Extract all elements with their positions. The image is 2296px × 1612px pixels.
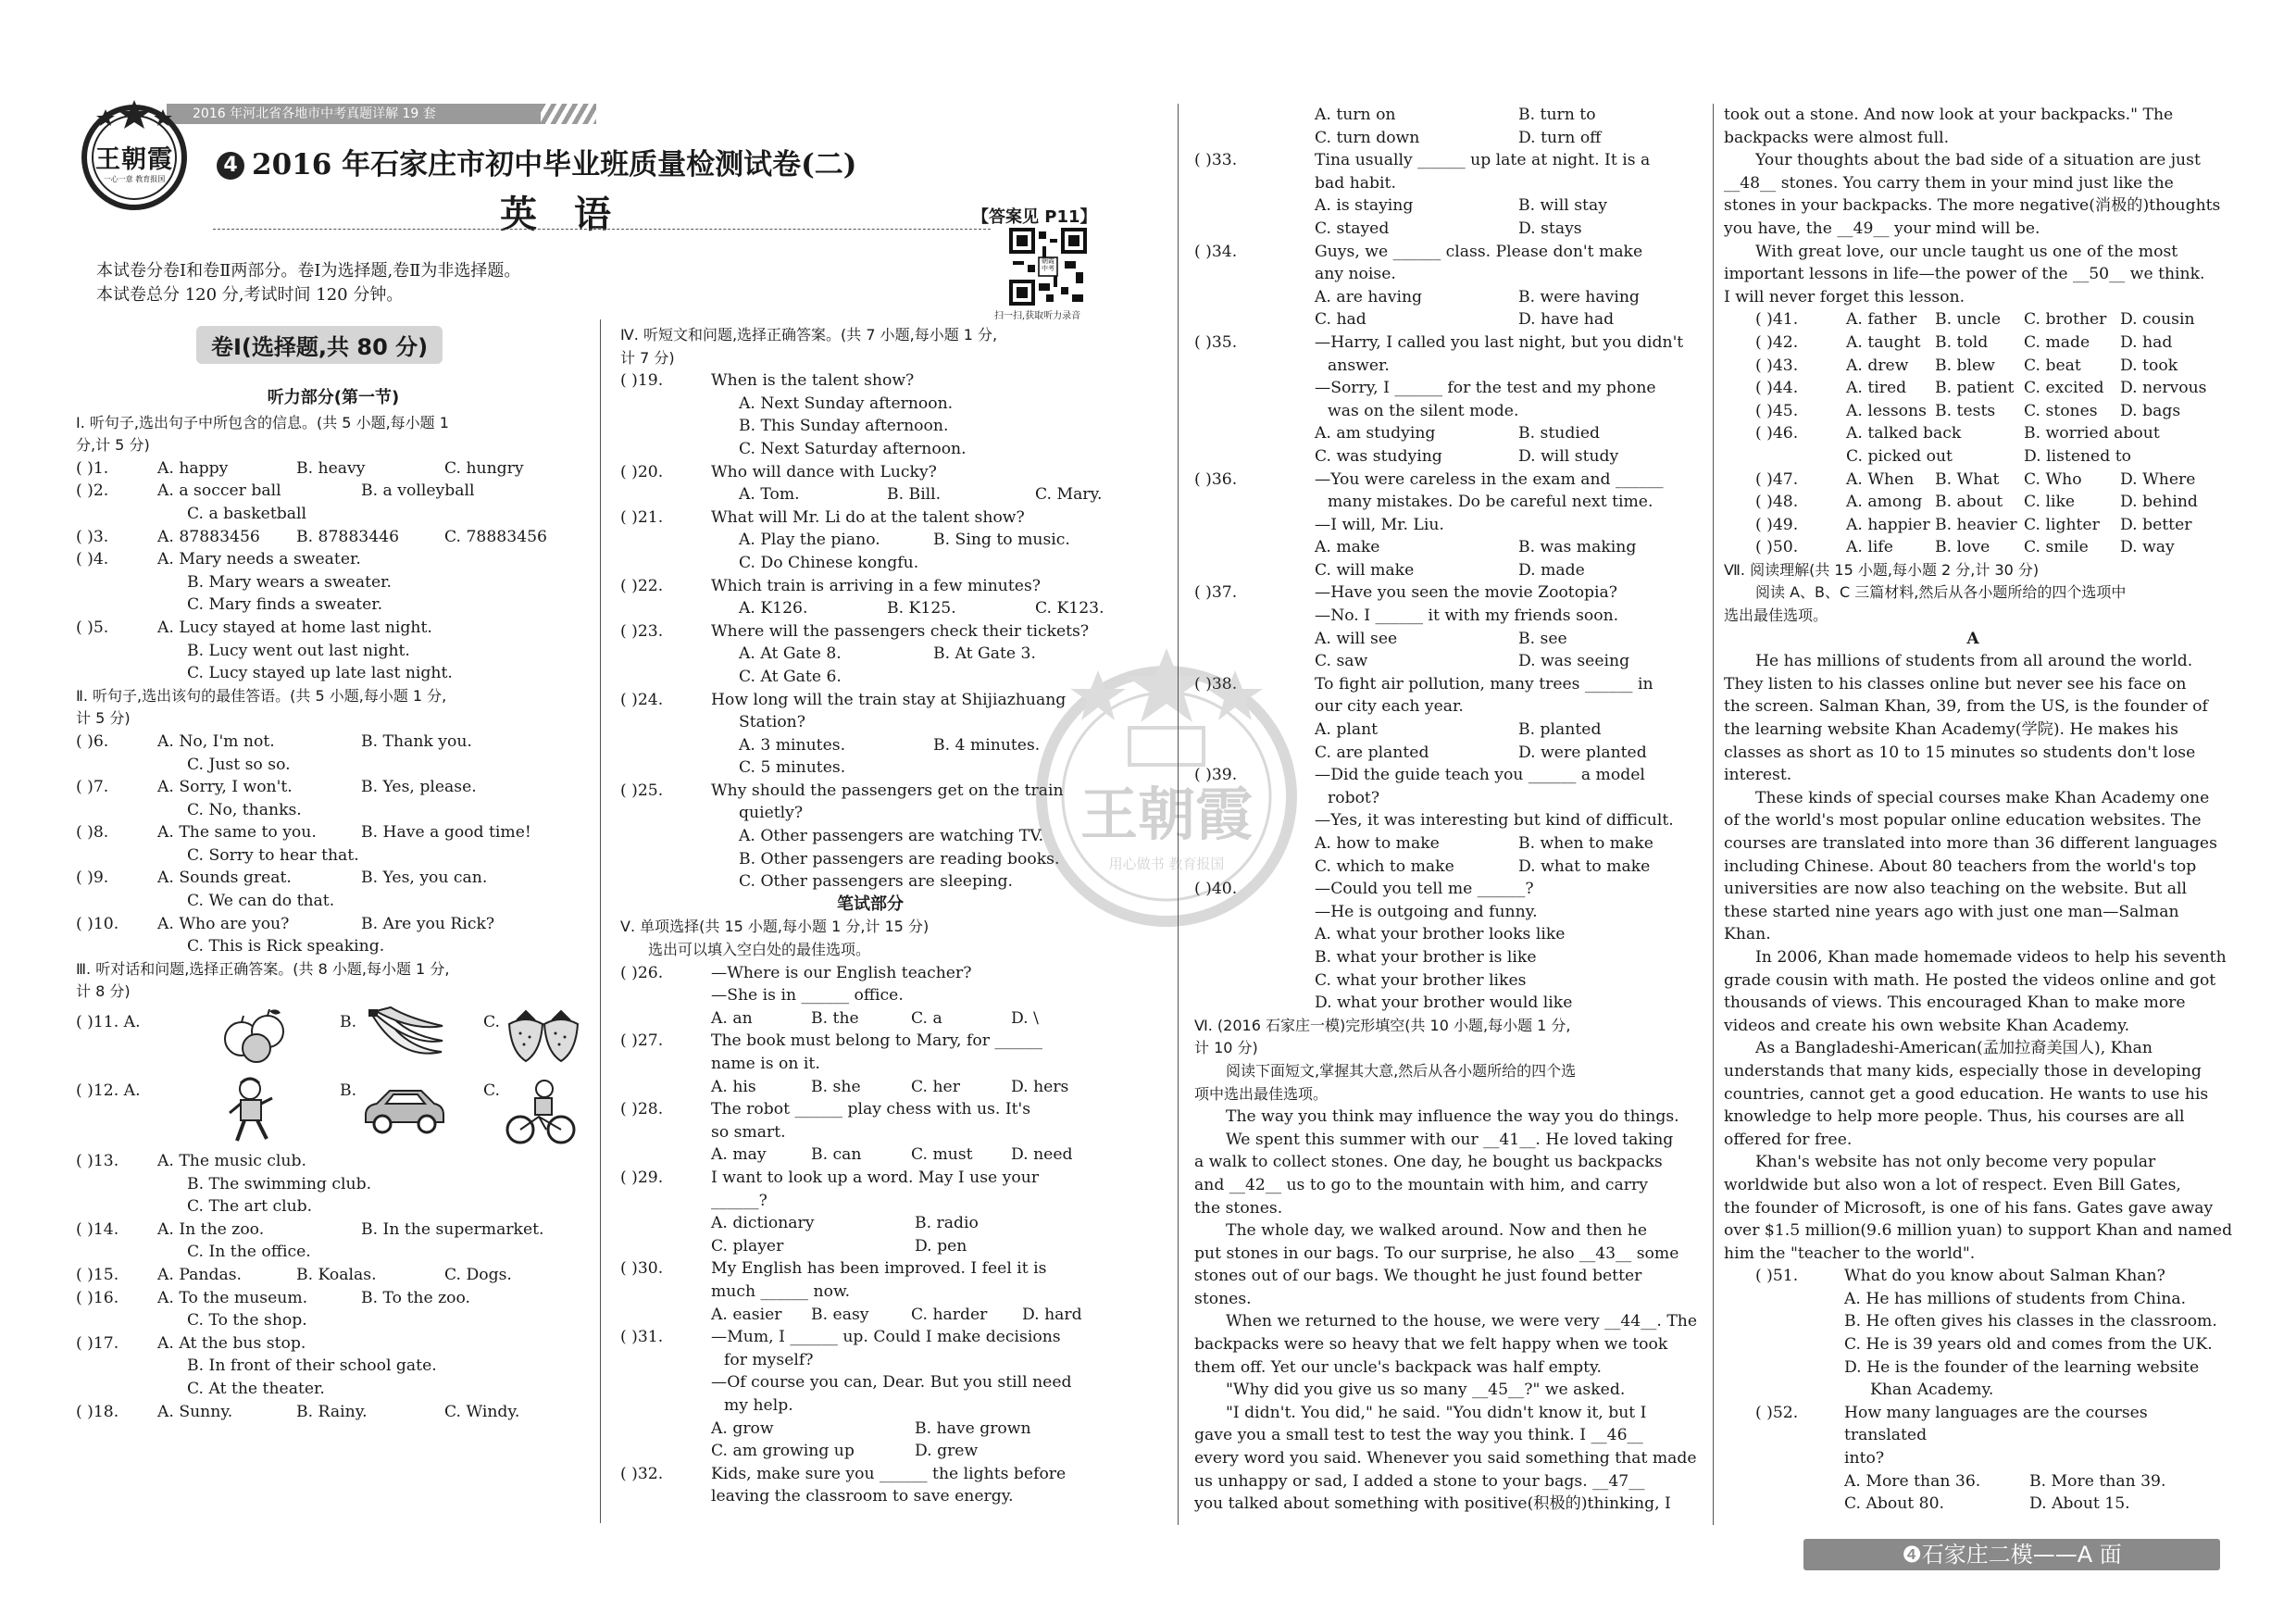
cloze-options xyxy=(1724,308,2222,559)
intro-line-1: 本试卷分卷Ⅰ和卷Ⅱ两部分。卷Ⅰ为选择题,卷Ⅱ为非选择题。 xyxy=(96,261,521,281)
answer-slot[interactable]: ( )3. xyxy=(76,527,109,546)
column-3 xyxy=(1194,104,1713,1516)
answer-slot[interactable]: ( )49. xyxy=(1755,515,1799,534)
question-36: ( )36. —You were careless in the exam and ______ many mistakes. Do be careful next time. —I will, Mr. Liu. A. make B. was making C. will make D. made xyxy=(1194,469,1664,580)
section-1-heading: Ⅰ. 听句子,选出句子中所包含的信息。(共 5 小题,每小题 1 xyxy=(76,413,449,431)
written-part-title: 笔试部分 xyxy=(837,893,904,914)
qr-inner-label: 朝霞中考 xyxy=(1042,257,1054,272)
question-22: ( )22. Which train is arriving in a few minutes? A. K126. B. K125. C. K123. xyxy=(620,576,1104,619)
question-34: ( )34. Guys, we ______ class. Please don't make any noise. A. are having B. were having C. had D. have had xyxy=(1194,242,1643,330)
section-3-questions xyxy=(76,1150,591,1423)
answer-slot[interactable]: ( )38. xyxy=(1194,674,1238,694)
answer-slot[interactable]: ( )39. xyxy=(1194,766,1238,785)
intro-text xyxy=(96,259,520,307)
subject-title: 英 语 xyxy=(500,193,611,236)
answer-slot[interactable]: ( )7. xyxy=(76,778,109,797)
question-42: ( )42. A. taught B. told C. made D. had xyxy=(1755,331,2222,355)
question-6-option-c: C. Just so so. xyxy=(187,755,291,774)
question-9: ( )9. A. Sounds great. B. Yes, you can. xyxy=(76,867,591,890)
question-39: ( )39. —Did the guide teach you ______ a model robot? —Yes, it was interesting but kind of difficult. A. how to make B. when to make C. which to make D. what to make xyxy=(1194,766,1674,876)
section-6-instruction: 阅读下面短文,掌握其大意,然后从各小题所给的四个选 xyxy=(1226,1061,1577,1080)
question-7: ( )7. A. Sorry, I won't. B. Yes, please. xyxy=(76,776,591,799)
answer-slot[interactable]: ( )51. xyxy=(1755,1267,1799,1286)
question-8-option-c: C. Sorry to hear that. xyxy=(187,845,359,865)
answer-slot[interactable]: ( )32. xyxy=(620,1464,664,1483)
answer-slot[interactable]: ( )23. xyxy=(620,621,664,641)
top-banner xyxy=(167,104,563,124)
question-17: ( )17. A. At the bus stop. xyxy=(76,1332,591,1356)
question-11: ( )11. A. B. C. xyxy=(76,1004,591,1076)
answer-slot[interactable]: ( )36. xyxy=(1194,469,1238,489)
question-20: ( )20. Who will dance with Lucky? A. Tom. B. Bill. C. Mary. xyxy=(620,462,1103,505)
question-27: ( )27. The book must belong to Mary, for ______ name is on it. A. his B. she C. her D. hers xyxy=(620,1031,1069,1096)
answer-slot[interactable]: ( )10. xyxy=(76,914,119,933)
answer-slot[interactable]: ( )5. xyxy=(76,618,109,637)
question-50: ( )50. A. life B. love C. smile D. way xyxy=(1755,536,2222,559)
answer-slot[interactable]: ( )21. xyxy=(620,507,664,527)
cloze-passage: The way you think may influence the way you do things. We spent this summer with our __41__. He loved taking a walk to collect stones. One day, he bought us backpacks and __42__ us to go to the mountain with him, and carry the stones. The whole day, we walked around. Now and then he put stones in our bags. To our surprise, he also __43__ some stones out of our bags. We thought he just found better stones. When we returned to the house, we were very __44__. The backpacks were so heavy that we felt happy when we took them off. Yet our uncle's backpack was half empty. "Why did you give us so many __45__?" we asked. "I didn't. You did," he said. "You didn't know it, but I gave you a small test to test the way you think. I __46__ every word you said. Whenever you said something that made us unhappy or sad, I added a stone to your bags. __47__ you talked about something with positive(积极的)thinking, I xyxy=(1194,1107,1698,1514)
column-2 xyxy=(620,324,1120,1508)
question-7-option-c: C. No, thanks. xyxy=(187,800,302,819)
question-19: ( )19. When is the talent show? A. Next Sunday afternoon. B. This Sunday afternoon. C. Next Saturday afternoon. xyxy=(620,371,967,458)
subject-underline xyxy=(213,229,991,230)
watermark-motto: 用心做书 教育报国 xyxy=(1108,856,1225,872)
question-18: ( )18. A. Sunny. B. Rainy. C. Windy. xyxy=(76,1401,591,1424)
car-icon xyxy=(358,1081,451,1137)
question-25: ( )25. Why should the passengers get on the train quietly? A. Other passengers are watching TV. B. Other passengers are reading books. C. Other passengers are sleeping. xyxy=(620,781,1064,892)
answer-slot[interactable]: ( )29. xyxy=(620,1168,664,1187)
question-3: ( )3. A. 87883456 B. 87883446 C. 78883456 xyxy=(76,526,591,549)
answer-slot[interactable]: ( )52. xyxy=(1755,1403,1799,1422)
answer-slot[interactable]: ( )34. xyxy=(1194,242,1238,261)
question-5-option-c: C. Lucy stayed up late last night. xyxy=(187,664,453,683)
answer-slot[interactable]: ( )18. xyxy=(76,1402,119,1421)
boy-cycling-icon xyxy=(504,1078,578,1146)
cloze-passage-continued: took out a stone. And now look at your backpacks." The backpacks were almost full. Your thoughts about the bad side of a situation are just __48__ stones. You carry them in your mind just like the stones in your backpacks. The more negative(消极的)thoughts you have, the __49__ your mind will be. With great love, our uncle taught us one of the most important lessons in life—the power of the __50__ we think. I will never forget this lesson. xyxy=(1724,106,2221,306)
answer-slot[interactable]: ( )47. xyxy=(1755,469,1799,489)
logo-text: 王朝霞 xyxy=(95,145,173,174)
answer-slot[interactable]: ( )6. xyxy=(76,731,109,751)
section-2-questions xyxy=(76,731,591,958)
answer-slot[interactable]: ( )44. xyxy=(1755,379,1799,398)
question-38: ( )38. To fight air pollution, many trees ______ in our city each year. A. plant B. planted C. are planted D. were planted xyxy=(1194,674,1653,762)
question-31: ( )31. —Mum, I ______ up. Could I make decisions for myself? —Of course you can, Dear. But you still need my help. A. grow B. have grown C. am growing up D. grew xyxy=(620,1328,1072,1461)
question-16: ( )16. A. To the museum. B. To the zoo. xyxy=(76,1287,591,1310)
answer-slot[interactable]: ( )45. xyxy=(1755,401,1799,420)
answer-slot[interactable]: ( )20. xyxy=(620,462,664,481)
question-30: ( )30. My English has been improved. I feel it is much ______ now. A. easier B. easy C. harder D. hard xyxy=(620,1259,1082,1324)
question-2-option-c: C. a basketball xyxy=(187,504,306,523)
question-21: ( )21. What will Mr. Li do at the talent show? A. Play the piano. B. Sing to music. C. Do Chinese kongfu. xyxy=(620,507,1070,572)
answer-slot[interactable]: ( )15. xyxy=(76,1266,119,1284)
question-16-option-c: C. To the shop. xyxy=(187,1311,307,1331)
question-45: ( )45. A. lessons B. tests C. stones D. bags xyxy=(1755,400,2222,423)
section-6-instruction-2: 项中选出最佳选项。 xyxy=(1194,1084,1329,1103)
banner-stripes xyxy=(541,104,596,124)
answer-slot[interactable]: ( )8. xyxy=(76,823,109,843)
answer-slot[interactable]: ( )50. xyxy=(1755,538,1799,557)
paper-number-badge: 4 xyxy=(217,152,244,180)
answer-slot[interactable]: ( )14. xyxy=(76,1219,119,1239)
answer-slot[interactable]: ( )27. xyxy=(620,1031,664,1051)
answer-slot[interactable]: ( )19. xyxy=(620,371,664,391)
answer-slot[interactable]: ( )11. A. xyxy=(76,1013,141,1032)
question-40: ( )40. —Could you tell me ______? —He is outgoing and funny. A. what your brother looks like B. what your brother is like C. what your brother likes D. what your brother would like xyxy=(1194,880,1573,1013)
question-5: ( )5. A. Lucy stayed at home last night. xyxy=(76,617,591,640)
question-48: ( )48. A. among B. about C. like D. behind xyxy=(1755,491,2222,514)
answer-slot[interactable]: ( )1. xyxy=(76,458,109,478)
question-51: ( )51. What do you know about Salman Khan? A. He has millions of students from China. B. He often gives his classes in the classroom. C. He is 39 years old and comes from the UK. D. He is the founder of the learning website Khan Academy. xyxy=(1755,1267,2217,1400)
answer-slot[interactable]: ( )43. xyxy=(1755,356,1799,375)
qr-code xyxy=(1009,228,1087,306)
section-1-questions xyxy=(76,457,591,685)
answer-slot[interactable]: ( )31. xyxy=(620,1328,664,1347)
question-14: ( )14. A. In the zoo. B. In the supermarket. xyxy=(76,1218,591,1242)
answer-slot[interactable]: ( )2. xyxy=(76,481,109,501)
column-divider-1 xyxy=(600,319,601,1523)
bananas-icon xyxy=(363,1006,446,1061)
question-46-row-2: C. picked out D. listened to xyxy=(1846,446,2131,466)
question-9-option-c: C. We can do that. xyxy=(187,892,335,911)
strawberries-icon xyxy=(504,1006,583,1065)
answer-slot[interactable]: ( )41. xyxy=(1755,310,1799,330)
answer-slot[interactable]: ( )48. xyxy=(1755,493,1799,512)
reading-passage-a: He has millions of students from all around the world. They listen to his classes online but never see his face on the screen. Salman Khan, 39, from the US, is the founder of the learning website Khan Academy(学院). He makes his classes as short as 10 to 15 minutes so students don't lose interest. These kinds of special courses make Khan Academy one of the world's most popular online education websites. The courses are translated into more than 36 different languages including Chinese. About 80 teachers from the world's top universities are now also teaching on the website. But all these started nine years ago with just one man—Salman Khan. In 2006, Khan made homemade videos to help his seventh grade cousin with math. He posted the videos online and got thousands of views. This encouraged Khan to make more videos and create his own website Khan Academy. As a Bangladeshi-American(孟加拉裔美国人), Khan understands that many kids, especially those in developing countries, cannot get a good education. He wants to use his knowledge to help more people. Thus, his courses are all offered for free. Khan's website has not only become very popular worldwide but also won a lot of respect. Even Bill Gates, the founder of Microsoft, is one of his fans. Gates gave away over $1.5 million(9.6 million yuan) to support Khan and named him the "teacher to the world". xyxy=(1724,652,2233,1263)
paper-title-row xyxy=(217,141,856,182)
answer-reference: 【答案见 P11】 xyxy=(972,207,1097,227)
section-6-heading-2: 计 10 分) xyxy=(1194,1039,1258,1057)
section-6-heading: Ⅵ. (2016 石家庄一模)完形填空(共 10 小题,每小题 1 分, xyxy=(1194,1016,1571,1034)
answer-slot[interactable]: ( )40. xyxy=(1194,880,1238,899)
intro-line-2: 本试卷总分 120 分,考试时间 120 分钟。 xyxy=(96,285,404,305)
question-28: ( )28. The robot ______ play chess with us. It's so smart. A. may B. can C. must D. need xyxy=(620,1100,1073,1165)
question-10: ( )10. A. Who are you? B. Are you Rick? xyxy=(76,913,591,936)
banner-text: 2016 年河北省各地市中考真题详解 19 套 xyxy=(193,106,436,121)
question-4: ( )4. A. Mary needs a sweater. xyxy=(76,548,591,571)
question-32: ( )32. Kids, make sure you ______ the lights before leaving the classroom to save energy. xyxy=(620,1464,1067,1506)
question-24: ( )24. How long will the train stay at Shijiazhuang Station? A. 3 minutes. B. 4 minutes. C. 5 minutes. xyxy=(620,690,1067,778)
question-15: ( )15. A. Pandas. B. Koalas. C. Dogs. xyxy=(76,1264,591,1287)
answer-slot[interactable]: ( )33. xyxy=(1194,151,1238,170)
section-7-heading: Ⅶ. 阅读理解(共 15 小题,每小题 2 分,计 30 分) xyxy=(1724,560,2040,579)
listening-title: 听力部分(第一节) xyxy=(267,388,400,407)
column-1 xyxy=(76,387,591,1423)
answer-slot[interactable]: ( )25. xyxy=(620,781,664,800)
section-1-heading-2: 分,计 5 分) xyxy=(76,436,150,455)
question-12: ( )12. A. B. C. xyxy=(76,1076,591,1150)
question-52: ( )52. How many languages are the courses translated into? A. More than 36. B. More than 39. C. About 80. D. About 15. xyxy=(1755,1403,2166,1514)
question-47: ( )47. A. When B. What C. Who D. Where xyxy=(1755,469,2222,492)
answer-slot[interactable]: ( )22. xyxy=(620,576,664,595)
question-33: ( )33. Tina usually ______ up late at night. It is a bad habit. A. is staying B. will stay C. stayed D. stays xyxy=(1194,151,1651,238)
section-2-heading-2: 计 5 分) xyxy=(76,709,131,728)
question-29: ( )29. I want to look up a word. May I use your ______? A. dictionary B. radio C. player D. pen xyxy=(620,1168,1040,1256)
answer-slot[interactable]: ( )12. A. xyxy=(76,1081,141,1101)
question-23: ( )23. Where will the passengers check their tickets? A. At Gate 8. B. At Gate 3. C. At Gate 6. xyxy=(620,621,1090,686)
question-32-options: A. turn on B. turn to C. turn down D. turn off xyxy=(1315,106,1602,147)
answer-slot[interactable]: ( )30. xyxy=(620,1259,664,1279)
answer-slot[interactable]: ( )42. xyxy=(1755,332,1799,352)
question-4-option-b: B. Mary wears a sweater. xyxy=(187,572,392,592)
question-35: ( )35. —Harry, I called you last night, but you didn't answer. —Sorry, I ______ for the test and my phone was on the silent mode. A. am studying B. studied C. was studying D. will study xyxy=(1194,332,1684,466)
answer-slot[interactable]: ( )46. xyxy=(1755,424,1799,444)
question-26: ( )26. —Where is our English teacher? —She is in ______ office. A. an B. the C. a D. \ xyxy=(620,963,1039,1028)
answer-slot[interactable]: ( )4. xyxy=(76,550,109,569)
question-1: ( )1. A. happy B. heavy C. hungry xyxy=(76,457,591,481)
question-37: ( )37. —Have you seen the movie Zootopia? —No. I ______ it with my friends soon. A. will see B. see C. saw D. was seeing xyxy=(1194,583,1630,671)
answer-slot[interactable]: ( )37. xyxy=(1194,583,1238,603)
passage-label: A xyxy=(1966,629,1979,648)
column-divider-3 xyxy=(1713,104,1714,1525)
section-4-heading: Ⅳ. 听短文和问题,选择正确答案。(共 7 小题,每小题 1 分, xyxy=(620,326,998,344)
section-5-heading: Ⅴ. 单项选择(共 15 小题,每小题 1 分,计 15 分) xyxy=(620,918,930,936)
question-4-option-c: C. Mary finds a sweater. xyxy=(187,595,383,615)
section-2-heading: Ⅱ. 听句子,选出该句的最佳答语。(共 5 小题,每小题 1 分, xyxy=(76,686,447,705)
question-43: ( )43. A. drew B. blew C. beat D. took xyxy=(1755,355,2222,378)
answer-slot[interactable]: ( )24. xyxy=(620,690,664,709)
question-44: ( )44. A. tired B. patient C. excited D. nervous xyxy=(1755,377,2222,400)
question-13-option-c: C. The art club. xyxy=(187,1197,313,1217)
question-13: ( )13. A. The music club. xyxy=(76,1150,591,1173)
question-8: ( )8. A. The same to you. B. Have a good time! xyxy=(76,821,591,844)
section-7-instruction-2: 选出最佳选项。 xyxy=(1724,606,1828,625)
volume-1-label: 卷Ⅰ(选择题,共 80 分) xyxy=(196,326,443,364)
section-5-instruction: 选出可以填入空白处的最佳选项。 xyxy=(648,941,871,959)
question-10-option-c: C. This is Rick speaking. xyxy=(187,937,385,956)
boy-walking-icon xyxy=(224,1076,280,1146)
question-6: ( )6. A. No, I'm not. B. Thank you. xyxy=(76,731,591,754)
answer-slot[interactable]: ( )28. xyxy=(620,1100,664,1119)
answer-slot[interactable]: ( )17. xyxy=(76,1333,119,1353)
question-14-option-c: C. In the office. xyxy=(187,1243,311,1262)
footer-label: ❹石家庄二模——A 面 xyxy=(1803,1539,2220,1570)
section-4-heading-2: 计 7 分) xyxy=(620,348,675,367)
answer-slot[interactable]: ( )9. xyxy=(76,868,109,888)
answer-slot[interactable]: ( )13. xyxy=(76,1152,119,1171)
section-3-heading: Ⅲ. 听对话和问题,选择正确答案。(共 8 小题,每小题 1 分, xyxy=(76,959,450,978)
section-3-heading-2: 计 8 分) xyxy=(76,982,131,1001)
paper-title: 2016 年石家庄市初中毕业班质量检测试卷(二) xyxy=(252,148,857,181)
answer-slot[interactable]: ( )26. xyxy=(620,963,664,982)
question-41: ( )41. A. father B. uncle C. brother D. cousin xyxy=(1755,308,2222,331)
section-7-instruction: 阅读 A、B、C 三篇材料,然后从各小题所给的四个选项中 xyxy=(1755,583,2127,602)
column-4 xyxy=(1724,104,2233,1516)
logo-subtext: 一心一意 教育报国 xyxy=(103,175,166,183)
column-divider-2 xyxy=(1178,104,1179,1525)
question-17-option-c: C. At the theater. xyxy=(187,1379,325,1398)
question-5-option-b: B. Lucy went out last night. xyxy=(187,641,410,660)
question-2: ( )2. A. a soccer ball B. a volleyball xyxy=(76,480,591,503)
apples-icon xyxy=(219,1004,293,1063)
logo-seal xyxy=(76,96,193,213)
qr-caption: 扫一扫,获取听力录音 xyxy=(994,311,1081,321)
question-13-option-b: B. The swimming club. xyxy=(187,1174,372,1193)
question-46: ( )46. A. talked back B. worried about xyxy=(1755,422,2222,445)
watermark-text: 王朝霞 xyxy=(1079,781,1253,848)
answer-slot[interactable]: ( )35. xyxy=(1194,332,1238,352)
question-49: ( )49. A. happier B. heavier C. lighter D. better xyxy=(1755,514,2222,537)
answer-slot[interactable]: ( )16. xyxy=(76,1288,119,1307)
question-17-option-b: B. In front of their school gate. xyxy=(187,1356,437,1376)
